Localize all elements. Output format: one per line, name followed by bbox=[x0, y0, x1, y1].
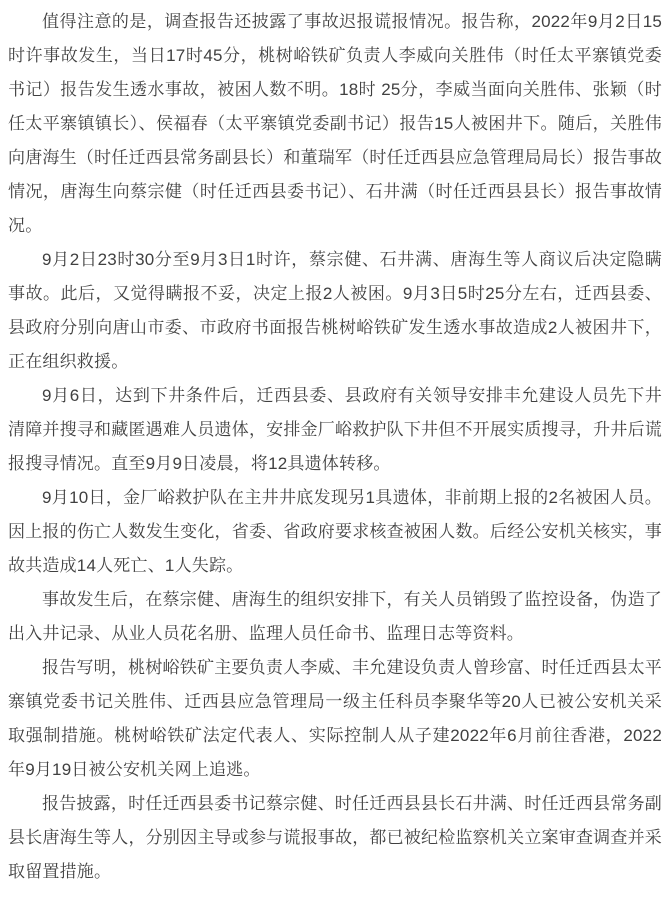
article-paragraph: 9月2日23时30分至9月3日1时许，蔡宗健、石井满、唐海生等人商议后决定隐瞒事故。此后，又觉得瞒报不妥，决定上报2人被困。9月3日5时25分左右，迁西县委、县政府分别向唐山市委、市政府书面报告桃树峪铁矿发生透水事故造成2人被困井下，正在组织救援。 bbox=[8, 250, 662, 371]
article-paragraph: 9月10日，金厂峪救护队在主井井底发现另1具遗体，非前期上报的2名被困人员。因上报的伤亡人数发生变化，省委、省政府要求核查被困人数。后经公安机关核实，事故共造成14人死亡、1人失踪。 bbox=[8, 488, 662, 575]
article-paragraph: 值得注意的是，调查报告还披露了事故迟报谎报情况。报告称，2022年9月2日15时许事故发生，当日17时45分，桃树峪铁矿负责人李威向关胜伟（时任太平寨镇党委书记）报告发生透水事故，被困人数不明。18时 25分，李威当面向关胜伟、张颖（时任太平寨镇镇长）、侯福春（太平寨镇党委副书记）报告15人被困井下。随后，关胜伟向唐海生（时任迁西县常务副县长）和董瑞军（时任迁西县应急管理局局长）报告事故情况，唐海生向蔡宗健（时任迁西县委书记）、石井满（时任迁西县县长）报告事故情况。 bbox=[8, 12, 662, 235]
article-paragraph: 9月6日，达到下井条件后，迁西县委、县政府有关领导安排丰允建设人员先下井清障并搜寻和藏匿遇难人员遗体，安排金厂峪救护队下井但不开展实质搜寻，升井后谎报搜寻情况。直至9月9日凌晨，将12具遗体转移。 bbox=[8, 386, 662, 473]
article-paragraph: 事故发生后，在蔡宗健、唐海生的组织安排下，有关人员销毁了监控设备，伪造了出入井记录、从业人员花名册、监理人员任命书、监理日志等资料。 bbox=[8, 590, 662, 643]
article-paragraph: 报告披露，时任迁西县委书记蔡宗健、时任迁西县县长石井满、时任迁西县常务副县长唐海生等人，分别因主导或参与谎报事故，都已被纪检监察机关立案审查调查并采取留置措施。 bbox=[8, 794, 662, 881]
article-paragraph: 报告写明，桃树峪铁矿主要负责人李威、丰允建设负责人曾珍富、时任迁西县太平寨镇党委书记关胜伟、迁西县应急管理局一级主任科员李聚华等20人已被公安机关采取强制措施。桃树峪铁矿法定代表人、实际控制人从子建2022年6月前往香港，2022年9月19日被公安机关网上追逃。 bbox=[8, 658, 662, 779]
